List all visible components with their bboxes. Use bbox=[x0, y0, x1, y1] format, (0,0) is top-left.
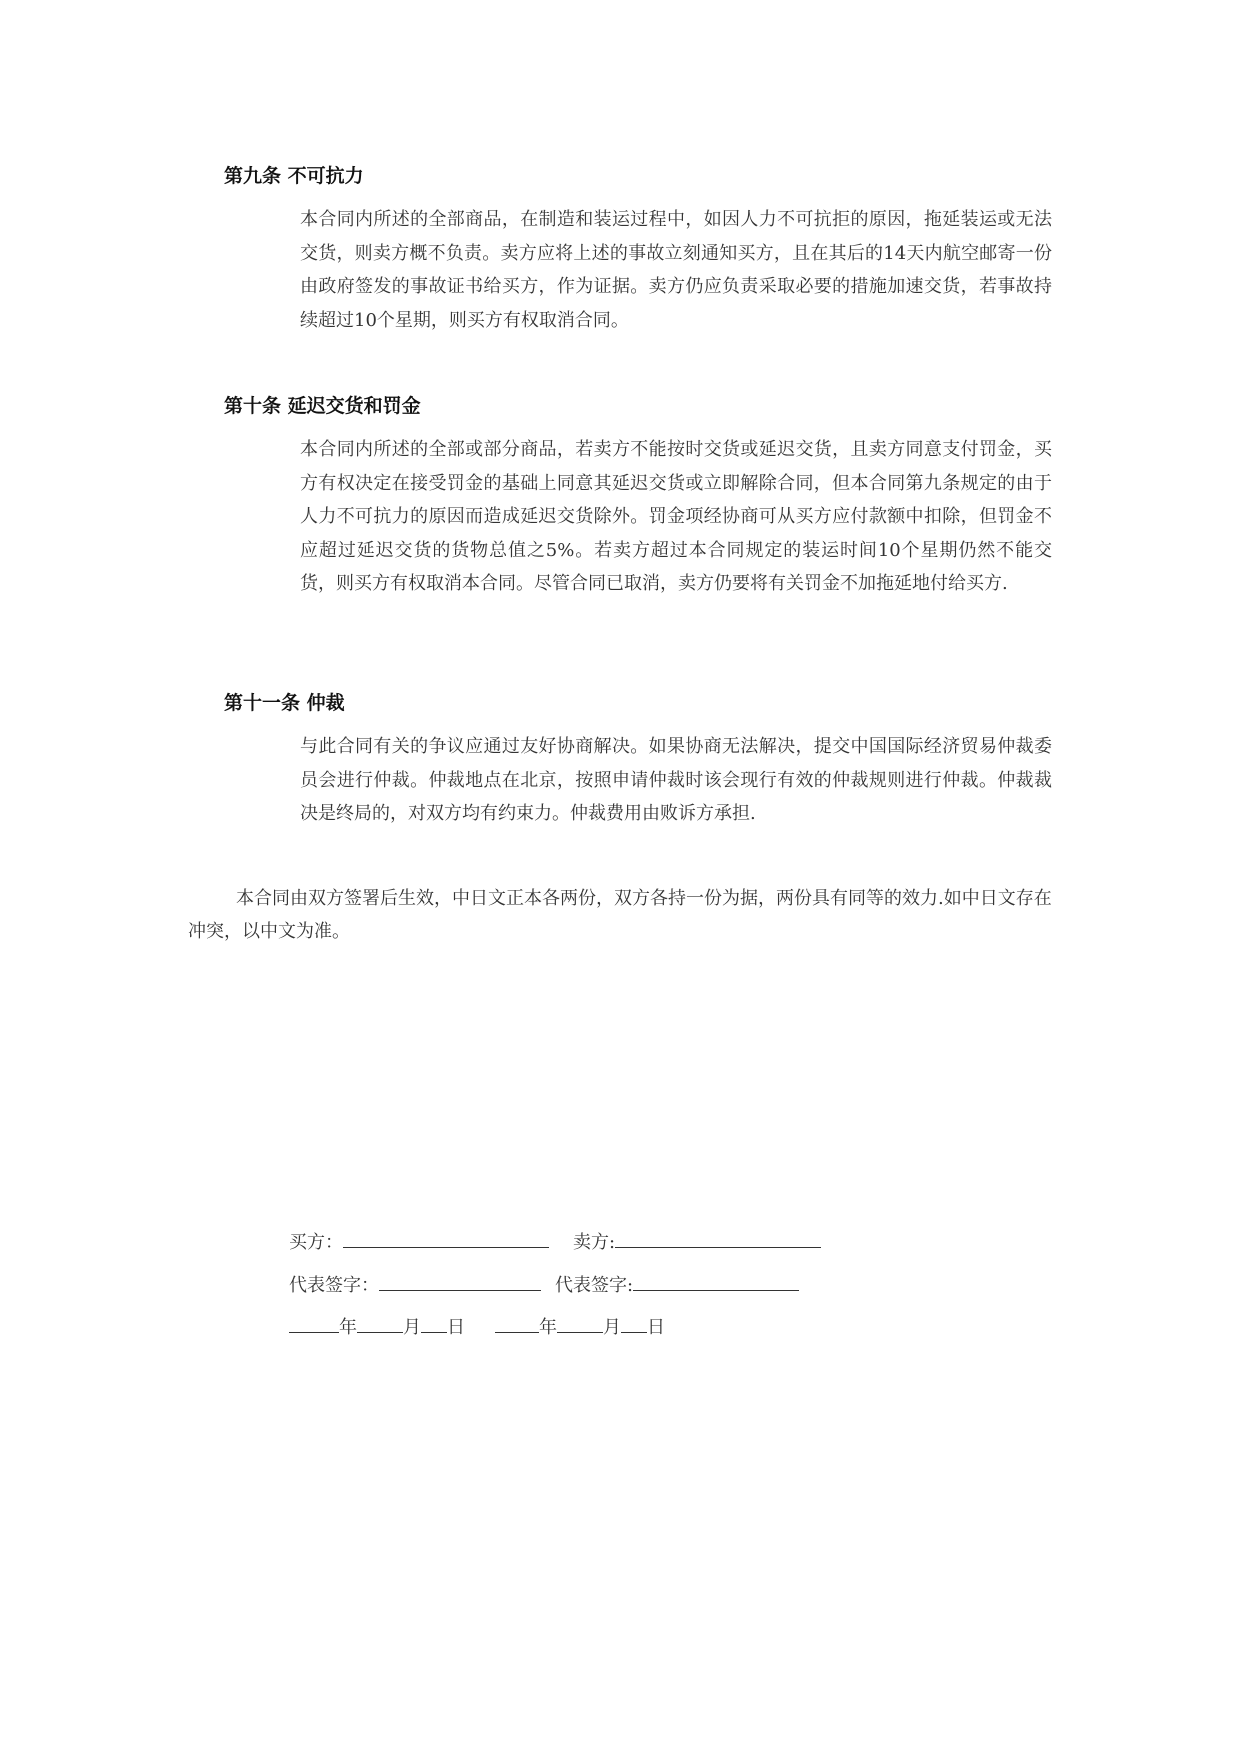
year-label: 年 bbox=[339, 1317, 357, 1338]
article-arbitration bbox=[224, 690, 1060, 831]
buyer-month-line bbox=[357, 1310, 403, 1333]
article-body: 与此合同有关的争议应通过友好协商解决。如果协商无法解决，提交中国国际经济贸易仲裁委员会进行仲裁。仲裁地点在北京，按照申请仲裁时该会现行有效的仲裁规则进行仲裁。仲裁裁决是终局的，对双方均有约束力。仲裁费用由败诉方承担. bbox=[300, 736, 1052, 824]
seller-rep-signature-line bbox=[633, 1268, 799, 1291]
buyer-year-line bbox=[289, 1310, 339, 1333]
buyer-rep-signature-line bbox=[379, 1268, 541, 1291]
article-body: 本合同内所述的全部或部分商品，若卖方不能按时交货或延迟交货，且卖方同意支付罚金，买方有权决定在接受罚金的基础上同意其延迟交货或立即解除合同，但本合同第九条规定的由于人力不可抗力的原因而造成延迟交货除外。罚金项经协商可从买方应付款额中扣除，但罚金不应超过延迟交货的货物总值之5%。若卖方超过本合同规定的装运时间10个星期仍然不能交货，则买方有权取消本合同。尽管合同已取消，卖方仍要将有关罚金不加拖延地付给买方. bbox=[300, 439, 1052, 594]
article-heading: 第十一条 仲裁 bbox=[224, 692, 345, 714]
day-label: 日 bbox=[447, 1317, 465, 1338]
seller-label: 卖方: bbox=[573, 1232, 616, 1253]
buyer-day-line bbox=[421, 1310, 447, 1333]
seller-rep-label: 代表签字: bbox=[555, 1275, 634, 1296]
seller-year-line bbox=[495, 1310, 539, 1333]
seller-day-line bbox=[621, 1310, 647, 1333]
seller-month-line bbox=[557, 1310, 603, 1333]
day-label: 日 bbox=[647, 1317, 665, 1338]
buyer-signature-line bbox=[343, 1225, 549, 1248]
article-delay-penalty bbox=[224, 393, 1060, 601]
buyer-label: 买方： bbox=[289, 1232, 343, 1253]
month-label: 月 bbox=[603, 1317, 621, 1338]
buyer-rep-label: 代表签字： bbox=[289, 1275, 379, 1296]
signature-row-dates bbox=[289, 1310, 1009, 1343]
month-label: 月 bbox=[403, 1317, 421, 1338]
seller-signature-line bbox=[615, 1225, 821, 1248]
article-body: 本合同内所述的全部商品，在制造和装运过程中，如因人力不可抗拒的原因，拖延装运或无法交货，则卖方概不负责。卖方应将上述的事故立刻通知买方，且在其后的14天内航空邮寄一份由政府签发的事故证书给买方，作为证据。卖方仍应负责采取必要的措施加速交货，若事故持续超过10个星期，则买方有权取消合同。 bbox=[300, 209, 1052, 331]
signature-row-representatives bbox=[289, 1268, 1009, 1301]
closing-paragraph: 本合同由双方签署后生效，中日文正本各两份，双方各持一份为据，两份具有同等的效力.如中日文存在冲突，以中文为准。 bbox=[188, 888, 1052, 942]
year-label: 年 bbox=[539, 1317, 557, 1338]
article-force-majeure bbox=[224, 163, 1060, 337]
article-heading: 第九条 不可抗力 bbox=[224, 165, 364, 187]
signature-row-parties bbox=[289, 1225, 1009, 1258]
article-heading: 第十条 延迟交货和罚金 bbox=[224, 395, 421, 417]
